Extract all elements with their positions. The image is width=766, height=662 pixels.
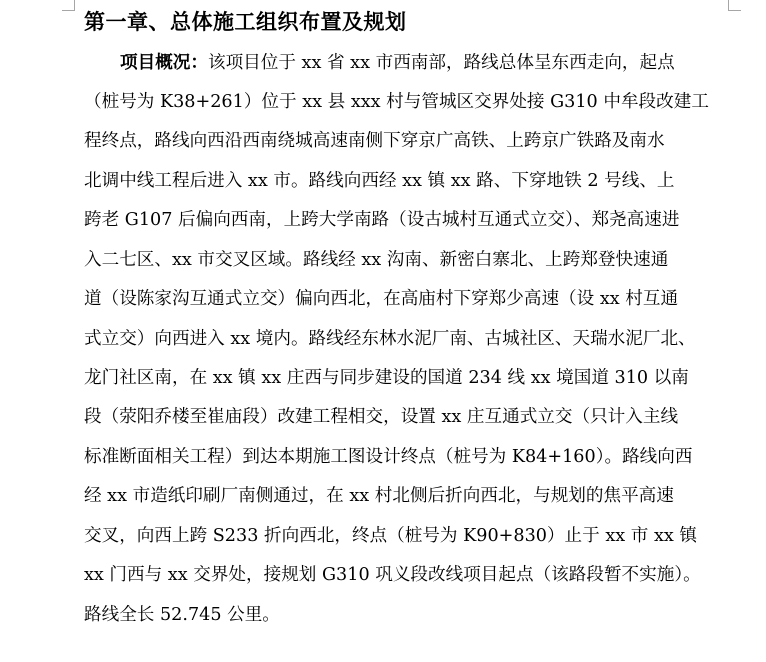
paragraph-line: 段（荥阳乔楼至崔庙段）改建工程相交，设置 xx 庄互通式立交（只计入主线	[84, 407, 679, 427]
paragraph-line: 龙门社区南，在 xx 镇 xx 庄西与同步建设的国道 234 线 xx 境国道 310 以南	[84, 368, 689, 388]
paragraph-line: 跨老 G107 后偏向西南，上跨大学南路（设古城村互通式立交）、郑尧高速进	[84, 210, 680, 230]
paragraph-line: 北调中线工程后进入 xx 市。路线向西经 xx 镇 xx 路、下穿地铁 2 号线、上	[84, 171, 675, 191]
paragraph-line-text: 该项目位于 xx 省 xx 市西南部，路线总体呈东西走向，起点	[207, 53, 675, 73]
paragraph-line: 入二七区、xx 市交叉区域。路线经 xx 沟南、新密白寨北、上跨郑登快速通	[84, 250, 669, 270]
paragraph-line: 道（设陈家沟互通式立交）偏向西北，在高庙村下穿郑少高速（设 xx 村互通	[84, 289, 679, 309]
paragraph-line: 程终点，路线向西沿西南绕城高速南侧下穿京广高铁、上跨京广铁路及南水	[84, 131, 665, 151]
chapter-heading: 第一章、总体施工组织布置及规划	[84, 9, 407, 34]
paragraph-line: 经 xx 市造纸印刷厂南侧通过，在 xx 村北侧后折向西北，与规划的焦平高速	[84, 486, 674, 506]
paragraph-line	[120, 51, 675, 75]
paragraph-line: xx 门西与 xx 交界处，接规划 G310 巩义段改线项目起点（该路段暂不实施）。	[84, 565, 701, 585]
right-margin-corner-mark	[728, 0, 741, 11]
paragraph-line: （桩号为 K38+261）位于 xx 县 xxx 村与管城区交界处接 G310 中牟段改建工	[84, 92, 709, 112]
paragraph-line: 交叉，向西上跨 S233 折向西北，终点（桩号为 K90+830）止于 xx 市 xx 镇	[84, 526, 697, 546]
paragraph-line: 路线全长 52.745 公里。	[84, 605, 280, 625]
project-overview-label: 项目概况：	[120, 52, 208, 73]
paragraph-line: 式立交）向西进入 xx 境内。路线经东林水泥厂南、古城社区、天瑞水泥厂北、	[84, 329, 696, 349]
left-margin-corner-mark	[62, 0, 75, 11]
paragraph-line: 标准断面相关工程）到达本期施工图设计终点（桩号为 K84+160）。路线向西	[84, 447, 693, 467]
